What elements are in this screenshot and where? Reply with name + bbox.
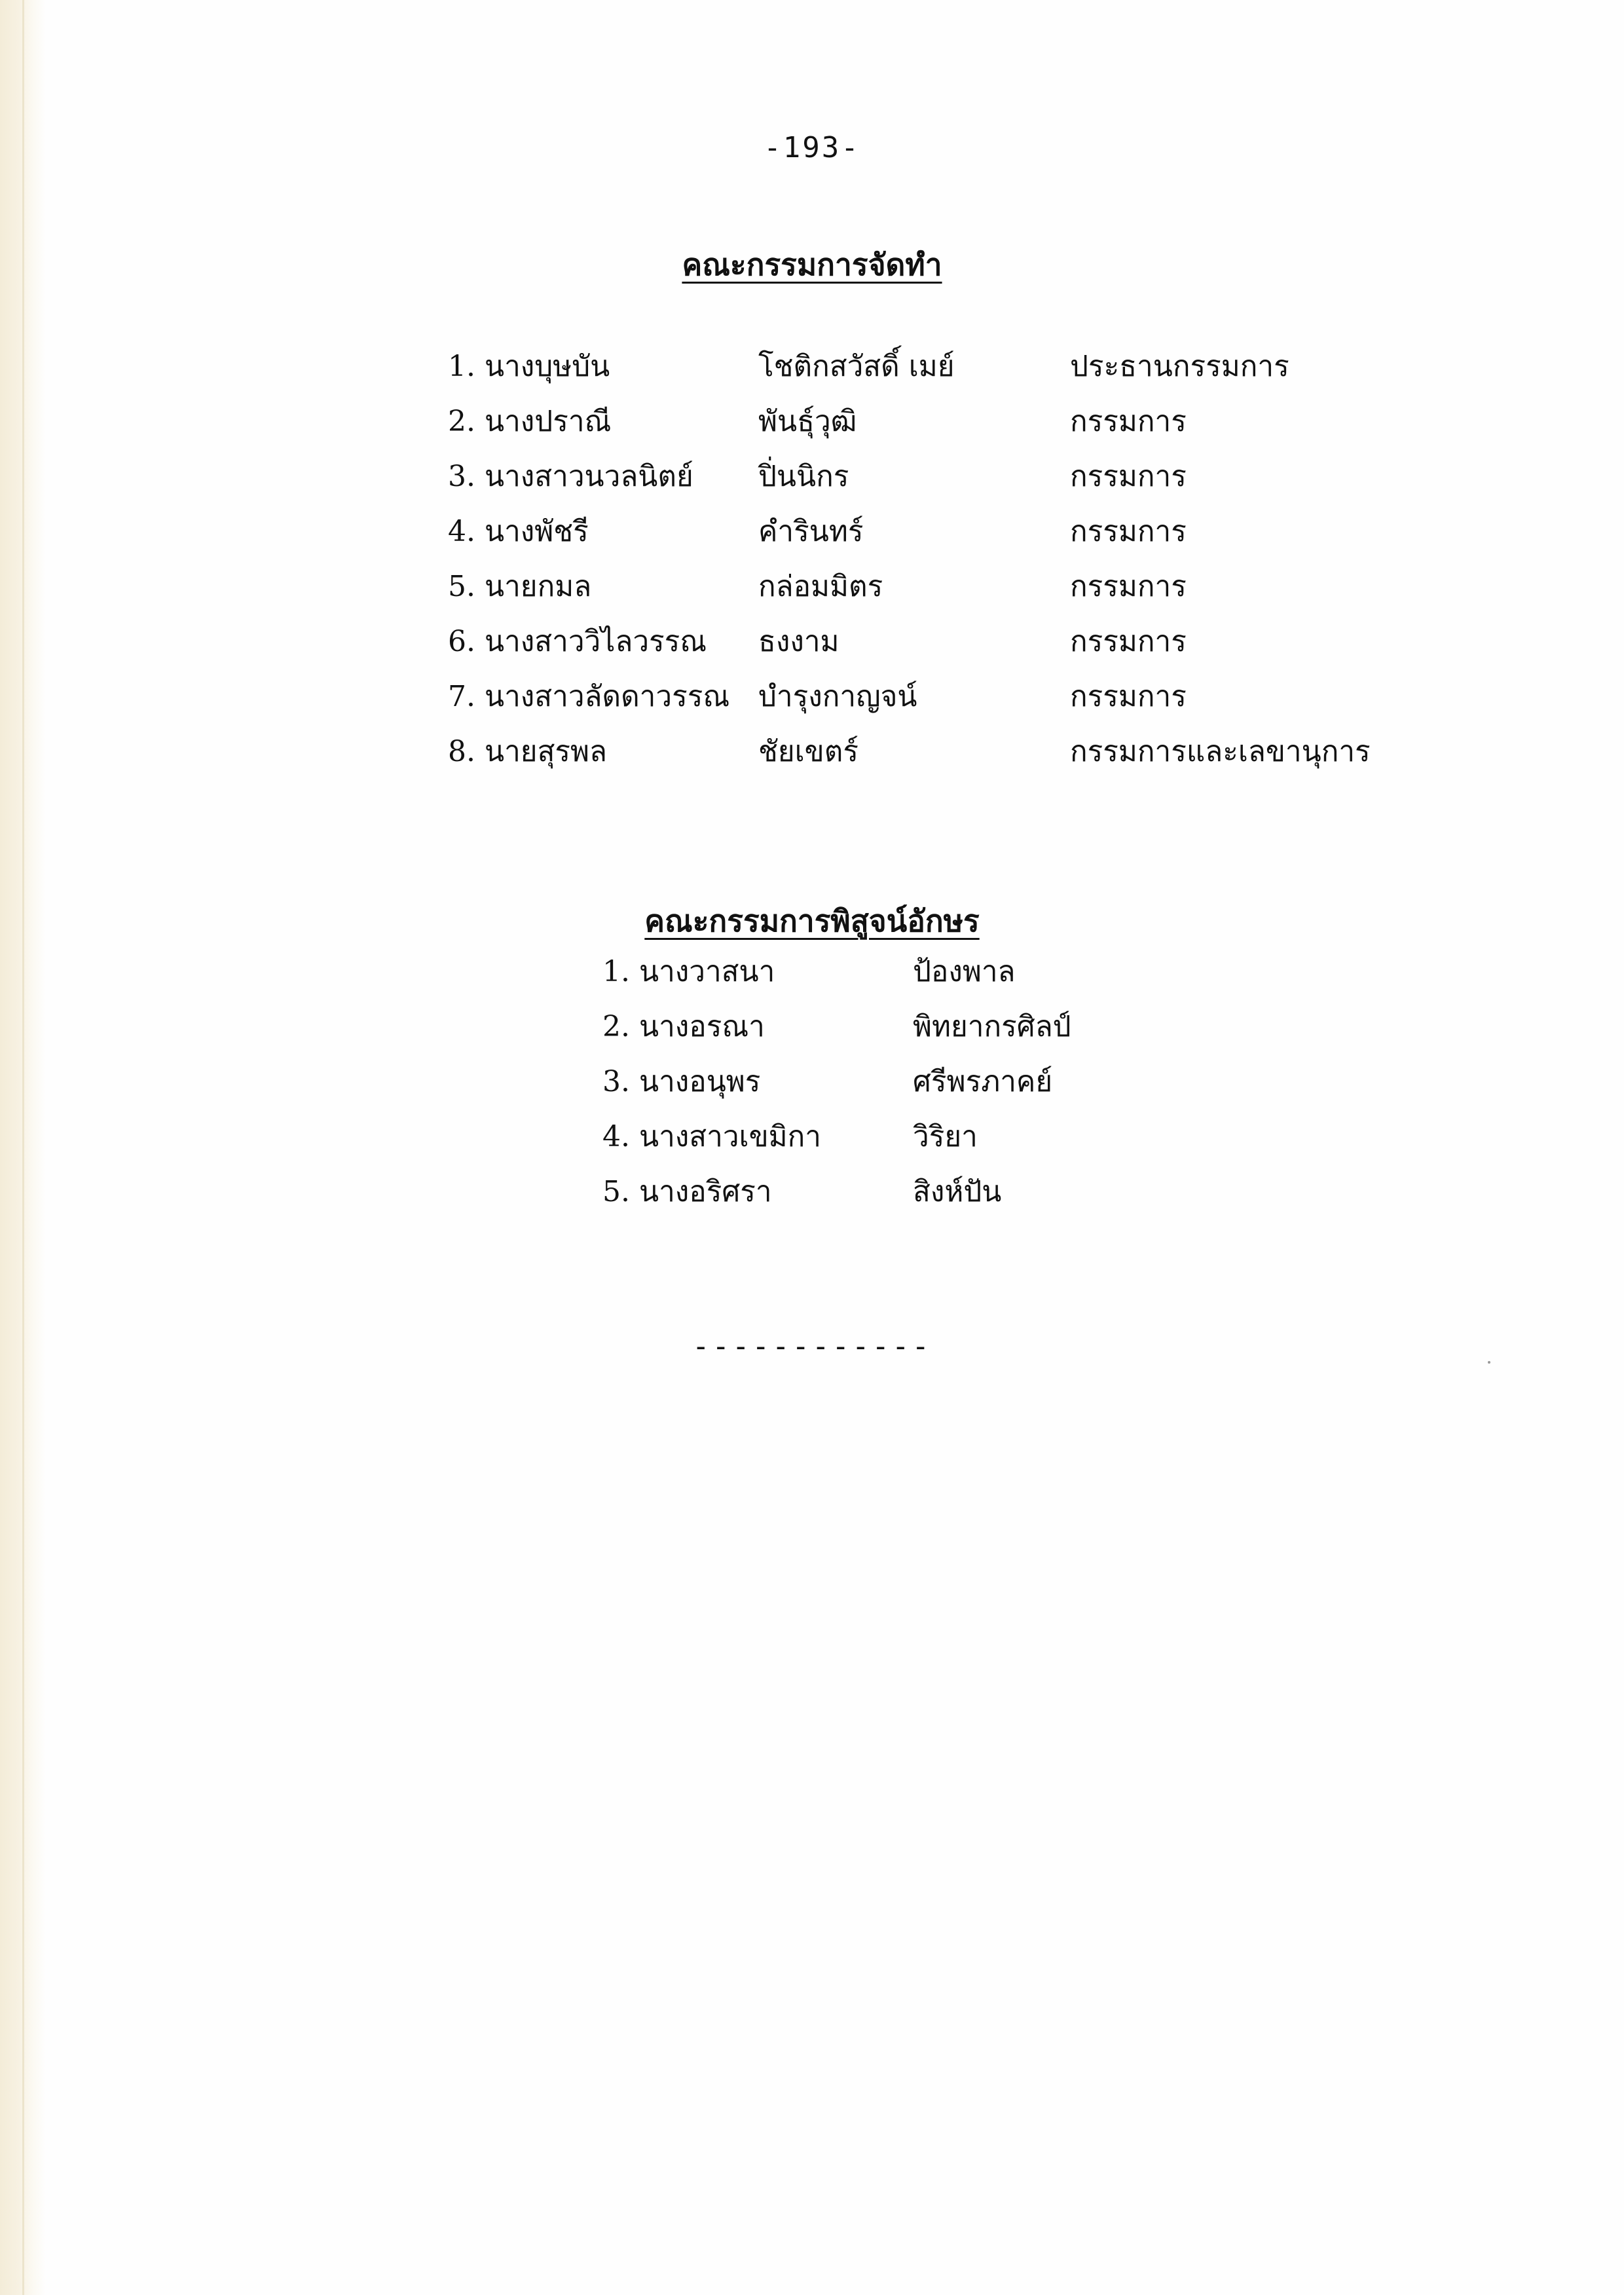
end-divider: ------------ bbox=[692, 1330, 932, 1363]
scan-speck bbox=[1488, 1361, 1490, 1364]
section-heading-compilation-committee: คณะกรรมการจัดทำ bbox=[682, 247, 942, 282]
member-last-name: สิงห์ปัน bbox=[913, 1175, 1002, 1208]
member-role: กรรมการ bbox=[1070, 570, 1187, 603]
member-last-name: วิริยา bbox=[913, 1120, 978, 1153]
member-first-name: นางอนุพร bbox=[639, 1065, 761, 1098]
member-role: กรรมการ bbox=[1070, 405, 1187, 438]
member-last-name: คำรินทร์ bbox=[758, 515, 864, 548]
member-last-name: กล่อมมิตร bbox=[758, 570, 883, 603]
member-first-name: นางสาววิไลวรรณ bbox=[485, 625, 707, 658]
member-last-name: พันธุ์วุฒิ bbox=[758, 405, 857, 438]
member-role: กรรมการและเลขานุการ bbox=[1070, 735, 1371, 768]
item-number: 5. bbox=[602, 1175, 630, 1208]
member-first-name: นางพัชรี bbox=[485, 515, 589, 548]
member-first-name: นางสาวนวลนิตย์ bbox=[485, 460, 693, 493]
member-role: กรรมการ bbox=[1070, 460, 1187, 493]
page-number: -193- bbox=[764, 131, 860, 164]
member-first-name: นางอริศรา bbox=[639, 1175, 772, 1208]
member-last-name: ศรีพรภาคย์ bbox=[913, 1065, 1053, 1098]
item-number: 7. bbox=[448, 680, 475, 713]
section-heading-proofreading-committee: คณะกรรมการพิสูจน์อักษร bbox=[644, 903, 980, 939]
member-last-name: พิทยากรศิลป์ bbox=[913, 1010, 1071, 1043]
item-number: 6. bbox=[448, 625, 475, 658]
member-last-name: โชติกสวัสดิ์ เมย์ bbox=[758, 350, 955, 383]
member-first-name: นางอรณา bbox=[639, 1010, 765, 1043]
member-first-name: นางปราณี bbox=[485, 405, 612, 438]
item-number: 4. bbox=[602, 1120, 630, 1153]
member-first-name: นางบุษบัน bbox=[485, 350, 610, 383]
paper-binding-line bbox=[22, 0, 24, 2295]
member-last-name: บำรุงกาญจน์ bbox=[758, 680, 917, 713]
member-role: กรรมการ bbox=[1070, 515, 1187, 548]
member-last-name: ชัยเขตร์ bbox=[758, 735, 858, 768]
item-number: 8. bbox=[448, 735, 475, 768]
item-number: 4. bbox=[448, 515, 475, 548]
member-first-name: นางสาวเขมิกา bbox=[639, 1120, 822, 1153]
member-role: กรรมการ bbox=[1070, 625, 1187, 658]
member-first-name: นายกมล bbox=[485, 570, 592, 603]
item-number: 3. bbox=[448, 460, 475, 493]
member-last-name: ป้องพาล bbox=[913, 955, 1016, 988]
item-number: 2. bbox=[602, 1010, 630, 1043]
item-number: 1. bbox=[602, 955, 630, 988]
item-number: 5. bbox=[448, 570, 475, 603]
item-number: 3. bbox=[602, 1065, 630, 1098]
item-number: 2. bbox=[448, 405, 475, 438]
member-role: กรรมการ bbox=[1070, 680, 1187, 713]
member-last-name: ธงงาม bbox=[758, 625, 840, 658]
member-first-name: นายสุรพล bbox=[485, 735, 608, 768]
member-role: ประธานกรรมการ bbox=[1070, 350, 1289, 383]
member-first-name: นางสาวลัดดาวรรณ bbox=[485, 680, 730, 713]
item-number: 1. bbox=[448, 350, 475, 383]
member-last-name: ปิ่นนิกร bbox=[758, 460, 849, 493]
member-first-name: นางวาสนา bbox=[639, 955, 775, 988]
